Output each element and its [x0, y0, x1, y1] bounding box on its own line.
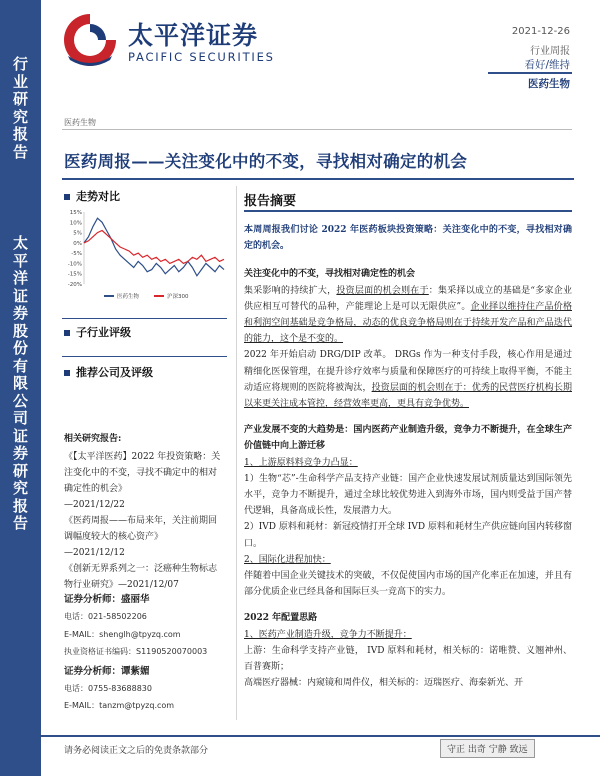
trend-heading: 走势对比 [64, 188, 120, 204]
y-tick-label: 10% [69, 220, 82, 227]
series-line [84, 218, 224, 276]
bullet-square-icon [64, 194, 70, 200]
sub-industry-heading: 子行业评级 [64, 324, 131, 340]
y-tick-label: 15% [69, 210, 82, 216]
section1-paragraph2: 2022 年开始启动 DRG/DIP 改革。 DRGs 作为一种支付手段，核心作用是通过精细化医保管理，在提升诊疗效率与质量和保障医疗的可持续上取得平衡，不能主动适应将规则的医院将被淘汰，投资层面的机会则在于：优秀的民营医疗机构长期以来更关注成本管控，经营效率更高，更具有竞争优势。 [244, 350, 572, 410]
related-date: —2021/12/22 [64, 500, 125, 510]
related-reports [64, 431, 224, 593]
analyst1-cert: 执业资格证书编码：S1190520070003 [64, 647, 208, 656]
related-item: 《创新无界系列之一：泛癌种生物标志物行业研究》—2021/12/07 [64, 564, 218, 590]
legend-label: 沪深300 [167, 294, 189, 300]
y-tick-label: -15% [67, 271, 82, 278]
column-separator [236, 186, 237, 720]
section1-paragraph1: 集采影响的持续扩大，投资层面的机会则在于：集采择以成立的基础是“多家企业供应相互可替代的品种，产能理论上是可以无限供应”。企业择以维持住产品价格和利润空间基础是竞争格局，动态的优良竞争格局则在于持续开发产品和产品迭代的能力，这个是不变的。 [244, 285, 572, 345]
analyst1-title: 证券分析师：盛丽华 [64, 594, 150, 605]
series-line [84, 231, 224, 264]
section2-list-item: 2、国际化进程加快： [244, 554, 331, 565]
summary-intro: 本周周报我们讨论 2022 年医药板块投资策略：关注变化中的不变，寻找相对确定的机会。 [244, 225, 572, 252]
logo-emblem [60, 10, 120, 70]
analyst2-phone: 电话：0755-83688830 [64, 683, 152, 693]
trend-chart [64, 206, 229, 306]
breadcrumb-rule [62, 129, 572, 130]
analyst1-email: E-MAIL：shenglh@tpyzq.com [64, 629, 181, 639]
related-heading: 相关研究报告: [64, 434, 122, 444]
report-date: 2021-12-26 [511, 26, 570, 37]
recommend-heading: 推荐公司及评级 [64, 364, 153, 380]
section3-list-item: 1、医药产业制造升级，竞争力不断提升： [244, 629, 412, 640]
footer-rule [41, 735, 600, 737]
title-rule [62, 178, 574, 180]
header-rule [488, 72, 572, 74]
section3-paragraph: 上游：生命科学支持产业链， IVD 原料和耗材，相关标的：诺唯赞、义翘神州、百普赛斯； [244, 645, 572, 673]
section2-paragraph: 伴随着中国企业关键技术的突破，不仅促使国内市场的国产化率正在加速，并且有部分优质企业已经具备和国际巨头一竞高下的实力。 [244, 571, 572, 598]
rating: 看好/维持 [524, 59, 570, 71]
section2-list-item: 1、上游原料料竞争力凸显： [244, 457, 358, 468]
analyst2-email: E-MAIL：tanzm@tpyzq.com [64, 701, 175, 710]
legend-label: 医药生物 [117, 294, 140, 300]
y-tick-label: -10% [67, 261, 82, 268]
section2-paragraph: 2）IVD 原料和耗材：新冠疫情打开全球 IVD 原料和耗材生产供应链向国内转移窗口。 [244, 522, 572, 549]
logo-text-en: PACIFIC SECURITIES [128, 50, 275, 64]
y-tick-label: 5% [73, 230, 82, 237]
logo-text-cn: 太平洋证券 [128, 21, 259, 50]
divider [62, 318, 227, 319]
bullet-square-icon [64, 330, 70, 336]
analyst2-title: 证券分析师：谭紫媚 [64, 665, 150, 677]
page-title: 医药周报——关注变化中的不变，寻找相对确定的机会 [64, 152, 468, 171]
summary-body [244, 222, 572, 691]
summary-rule [244, 210, 572, 212]
divider [62, 356, 227, 357]
section3-title: 2022 年配置思路 [244, 613, 318, 624]
y-tick-label: -5% [71, 251, 82, 258]
section3-paragraph: 高端医疗器械：内窥镜和周件仪，相关标的：迈瑞医疗、海泰新光、开 [244, 678, 524, 689]
section2-title: 产业发展不变的大趋势是：国内医药产业制造升级，竞争力不断提升，在全球生产价值链中向上游迁移 [244, 425, 572, 452]
sector: 医药生物 [528, 78, 570, 90]
footer-disclaimer: 请务必阅读正文之后的免责条款部分 [64, 746, 209, 756]
summary-heading: 报告摘要 [244, 194, 297, 209]
y-tick-label: -20% [67, 282, 82, 288]
y-tick-label: 0% [73, 240, 82, 247]
related-item: 《医药周报——布局来年，关注前期回调幅度较大的核心资产》 [64, 516, 218, 542]
footer-motto: 守正 出奇 宁静 致远 [440, 739, 535, 758]
related-date: —2021/12/12 [64, 548, 125, 558]
analysts [64, 592, 229, 715]
section1-title: 关注变化中的不变，寻找相对确定性的机会 [244, 269, 416, 280]
report-type: 行业周报 [530, 46, 570, 57]
breadcrumb: 医药生物 [64, 118, 96, 127]
side-band [0, 0, 41, 776]
side-band-bottom-label: 太 平 洋 证 券 股 份 有 限 公 司 证 券 研 究 报 告 [12, 234, 28, 532]
section2-paragraph: 1）生物“芯”-生命科学产品支持产业链：国产企业快速发展试剂质量达到国际领先水平，竞争力不断提升，通过全球比较优势进入到海外市场，国内则受益于国产替代逻辑，具备高成长性，发展潜力大。 [244, 473, 572, 517]
analyst1-phone: 电话：021-58502206 [64, 612, 147, 621]
related-item: 《【太平洋医药】2022 年投资策略：关注变化中的不变，寻找不确定中的相对确定性的机会》 [64, 452, 221, 494]
side-band-top-label: 行 业 研 究 报 告 [12, 55, 28, 161]
bullet-square-icon [64, 370, 70, 376]
